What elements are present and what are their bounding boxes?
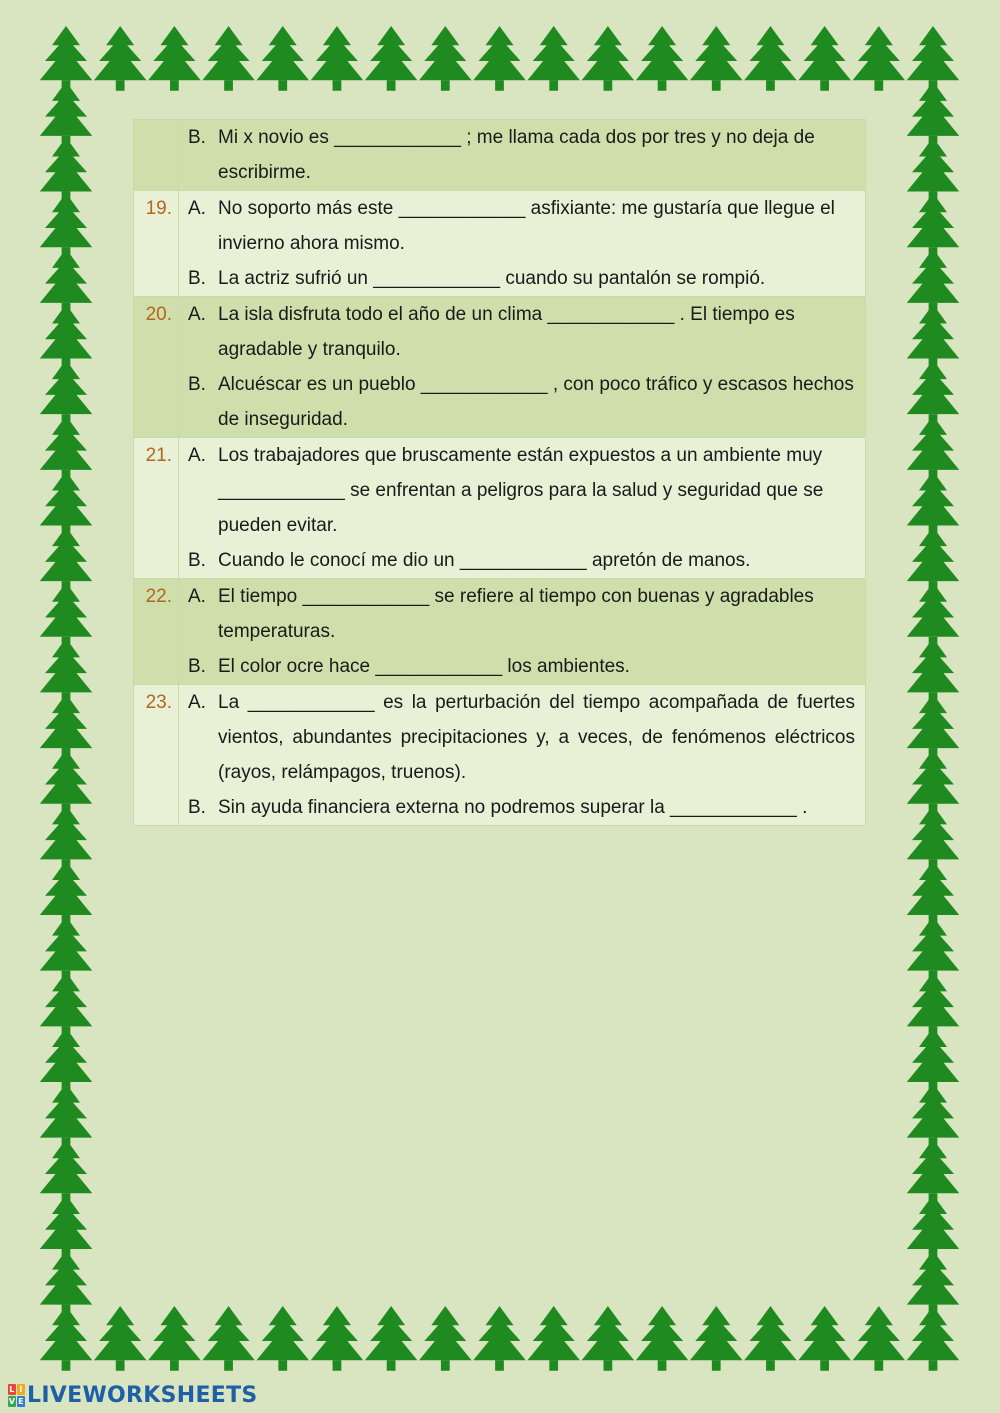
pine-tree-icon <box>94 26 147 91</box>
pine-tree-icon <box>40 694 93 759</box>
pine-tree-icon <box>744 1306 797 1371</box>
sentence-letter: B. <box>188 374 206 395</box>
sentence-text: El color ocre hace ____________ los ambientes. <box>218 656 630 677</box>
sentence-text: Cuando le conocí me dio un ____________ apretón de manos. <box>218 550 751 571</box>
sentence-text: Sin ayuda financiera externa no podremos superar la ____________ . <box>218 797 808 818</box>
sentence-item <box>188 649 855 684</box>
pine-tree-icon <box>527 1306 580 1371</box>
exercise-row <box>134 438 866 579</box>
exercise-number: 23. <box>134 685 179 826</box>
pine-tree-icon <box>257 26 310 91</box>
sentence-letter: B. <box>188 550 206 571</box>
pine-tree-icon <box>907 416 960 481</box>
exercise-sentences <box>179 191 866 297</box>
pine-tree-icon <box>907 694 960 759</box>
sentence-text: Alcuéscar es un pueblo ____________ , con poco tráfico y escasos hechos de inseguridad. <box>218 374 854 430</box>
exercise-sentences <box>179 685 866 826</box>
pine-tree-icon <box>582 26 635 91</box>
pine-tree-icon <box>40 1250 93 1315</box>
pine-tree-icon <box>40 193 93 258</box>
pine-tree-icon <box>907 527 960 592</box>
liveworksheets-logo <box>8 1380 258 1410</box>
exercise-number <box>134 120 179 191</box>
exercise-table <box>133 119 866 826</box>
pine-tree-icon <box>40 583 93 648</box>
pine-tree-icon <box>40 805 93 870</box>
sentence-text: La actriz sufrió un ____________ cuando su pantalón se rompió. <box>218 268 766 289</box>
exercise-sentences <box>179 438 866 579</box>
pine-tree-icon <box>40 304 93 369</box>
exercise-row <box>134 191 866 297</box>
pine-tree-icon <box>907 137 960 202</box>
pine-tree-icon <box>907 82 960 147</box>
pine-tree-icon <box>40 972 93 1037</box>
pine-tree-icon <box>40 749 93 814</box>
pine-tree-icon <box>40 1139 93 1204</box>
pine-tree-icon <box>798 1306 851 1371</box>
pine-tree-icon <box>907 193 960 258</box>
pine-tree-icon <box>419 1306 472 1371</box>
pine-tree-icon <box>419 26 472 91</box>
pine-tree-icon <box>690 26 743 91</box>
pine-tree-icon <box>40 249 93 314</box>
pine-tree-icon <box>907 304 960 369</box>
pine-tree-icon <box>40 471 93 536</box>
sentence-item <box>188 685 855 790</box>
sentence-item <box>188 297 855 367</box>
pine-tree-icon <box>40 1306 93 1371</box>
pine-tree-icon <box>40 1083 93 1148</box>
pine-tree-icon <box>40 137 93 202</box>
pine-tree-icon <box>582 1306 635 1371</box>
pine-tree-icon <box>40 82 93 147</box>
exercise-row <box>134 685 866 826</box>
sentence-text: Mi x novio es ____________ ; me llama cada dos por tres y no deja de escribirme. <box>218 127 815 183</box>
pine-tree-icon <box>907 1139 960 1204</box>
sentence-text: No soporto más este ____________ asfixiante: me gustaría que llegue el invierno ahora mismo. <box>218 198 835 254</box>
pine-tree-icon <box>907 471 960 536</box>
pine-tree-icon <box>40 638 93 703</box>
pine-tree-icon <box>636 1306 689 1371</box>
pine-tree-icon <box>907 805 960 870</box>
pine-tree-icon <box>40 26 93 91</box>
exercise-sentences <box>179 297 866 438</box>
sentence-item <box>188 579 855 649</box>
pine-tree-icon <box>798 26 851 91</box>
pine-tree-icon <box>744 26 797 91</box>
pine-tree-icon <box>365 26 418 91</box>
pine-tree-icon <box>636 26 689 91</box>
pine-tree-icon <box>40 916 93 981</box>
exercise-number: 21. <box>134 438 179 579</box>
sentence-item <box>188 191 855 261</box>
sentence-item <box>188 543 855 578</box>
pine-tree-icon <box>527 26 580 91</box>
pine-tree-icon <box>907 26 960 91</box>
pine-tree-icon <box>365 1306 418 1371</box>
liveworksheets-mark-icon: L I V E <box>8 1385 24 1406</box>
pine-tree-icon <box>907 638 960 703</box>
sentence-letter: A. <box>188 692 206 713</box>
exercise-row <box>134 297 866 438</box>
pine-tree-icon <box>907 583 960 648</box>
sentence-item <box>188 367 855 437</box>
sentence-text: La isla disfruta todo el año de un clima ____________ . El tiempo es agradable y tranquilo. <box>218 304 795 360</box>
exercise-sentences <box>179 579 866 685</box>
sentence-letter: B. <box>188 797 206 818</box>
pine-tree-icon <box>907 861 960 926</box>
exercise-row <box>134 120 866 191</box>
pine-tree-icon <box>40 1028 93 1093</box>
pine-tree-icon <box>907 1195 960 1260</box>
sentence-text: El tiempo ____________ se refiere al tiempo con buenas y agradables temperaturas. <box>218 586 814 642</box>
exercise-number: 22. <box>134 579 179 685</box>
pine-tree-icon <box>148 26 201 91</box>
sentence-item <box>188 790 855 825</box>
pine-tree-icon <box>40 527 93 592</box>
pine-tree-icon <box>907 972 960 1037</box>
pine-tree-icon <box>148 1306 201 1371</box>
pine-tree-icon <box>311 1306 364 1371</box>
pine-tree-icon <box>40 360 93 425</box>
pine-tree-icon <box>311 26 364 91</box>
pine-tree-icon <box>40 861 93 926</box>
pine-tree-icon <box>907 1083 960 1148</box>
pine-tree-icon <box>473 26 526 91</box>
sentence-letter: B. <box>188 268 206 289</box>
pine-tree-icon <box>907 1028 960 1093</box>
pine-tree-icon <box>907 1306 960 1371</box>
pine-tree-icon <box>473 1306 526 1371</box>
pine-tree-icon <box>907 1250 960 1315</box>
pine-tree-icon <box>853 26 906 91</box>
sentence-letter: B. <box>188 127 206 148</box>
exercise-number: 20. <box>134 297 179 438</box>
sentence-letter: B. <box>188 656 206 677</box>
pine-tree-icon <box>257 1306 310 1371</box>
pine-tree-icon <box>94 1306 147 1371</box>
sentence-text: La ____________ es la perturbación del tiempo acompañada de fuertes vientos, abundantes precipitaciones y, a veces, de fenómenos eléctricos (rayos, relámpagos, truenos). <box>218 692 855 783</box>
pine-tree-icon <box>853 1306 906 1371</box>
pine-tree-icon <box>690 1306 743 1371</box>
pine-tree-icon <box>40 1195 93 1260</box>
pine-tree-icon <box>202 1306 255 1371</box>
sentence-letter: A. <box>188 304 206 325</box>
pine-tree-icon <box>40 416 93 481</box>
sentence-letter: A. <box>188 198 206 219</box>
sentence-item <box>188 438 855 543</box>
sentence-text: Los trabajadores que bruscamente están expuestos a un ambiente muy ____________ se enfrentan a peligros para la salud y seguridad que se pueden evitar. <box>218 445 824 536</box>
sentence-letter: A. <box>188 445 206 466</box>
pine-tree-icon <box>907 249 960 314</box>
sentence-item <box>188 261 855 296</box>
sentence-item <box>188 120 855 190</box>
pine-tree-icon <box>907 360 960 425</box>
pine-tree-icon <box>907 916 960 981</box>
pine-tree-icon <box>907 749 960 814</box>
sentence-letter: A. <box>188 586 206 607</box>
exercise-sentences <box>179 120 866 191</box>
brand-name: LIVEWORKSHEETS <box>27 1382 258 1408</box>
exercise-row <box>134 579 866 685</box>
pine-tree-icon <box>202 26 255 91</box>
exercise-number: 19. <box>134 191 179 297</box>
